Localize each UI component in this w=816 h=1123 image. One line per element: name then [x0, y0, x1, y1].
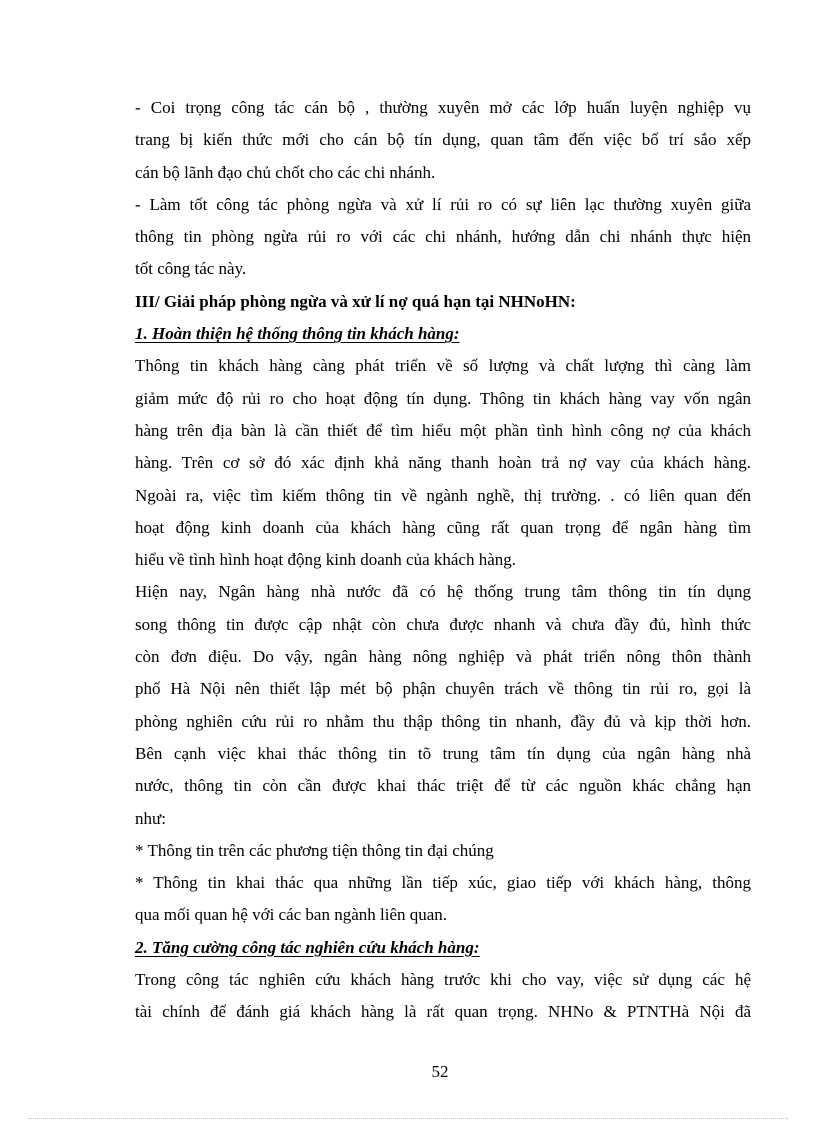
section-heading: III/ Giải pháp phòng ngừa và xử lí nợ quá hạn tại NHNoHN: [135, 291, 576, 311]
text-line: cán bộ lãnh đạo chủ chốt cho các chi nhánh. [135, 162, 436, 182]
text-line: phòng nghiên cứu rủi ro nhằm thu thập thông tin nhanh, đầy đủ và kịp thời hơn. [135, 711, 751, 731]
page-number: 52 [431, 1062, 449, 1081]
text-line: song thông tin được cập nhật còn chưa được nhanh và chưa đầy đủ, hình thức [135, 614, 751, 634]
text-line: hiểu về tình hình hoạt động kinh doanh của khách hàng. [135, 550, 516, 570]
text-line: còn đơn điệu. Do vậy, ngân hàng nông nghiệp và phát triển nông thôn thành [135, 647, 751, 667]
text-line: hoạt động kinh doanh của khách hàng cũng rất quan trọng để ngân hàng tìm [135, 517, 751, 537]
bullet-line: * Thông tin khai thác qua những lần tiếp xúc, giao tiếp với khách hàng, thông [135, 873, 751, 893]
subsection-heading: 1. Hoàn thiện hệ thống thông tin khách hàng: [135, 324, 460, 344]
text-line: hàng. Trên cơ sở đó xác định khả năng thanh hoàn trả nợ vay của khách hàng. [135, 453, 751, 473]
text-line: Trong công tác nghiên cứu khách hàng trước khi cho vay, việc sử dụng các hệ [135, 970, 751, 990]
text-line: tài chính để đánh giá khách hàng là rất quan trọng. NHNo & PTNTHà Nội đã [135, 1002, 751, 1022]
text-line: nước, thông tin còn cần được khai thác triệt để từ các nguồn khác chẳng hạn [135, 776, 751, 796]
text-line: như: [135, 808, 166, 828]
text-line: tốt công tác này. [135, 259, 247, 279]
subsection-heading: 2. Tăng cường công tác nghiên cứu khách hàng: [135, 937, 480, 957]
text-line: Hiện nay, Ngân hàng nhà nước đã có hệ thống trung tâm thông tin tín dụng [135, 582, 751, 602]
text-line: hàng trên địa bàn là cần thiết để tìm hiểu một phần tình hình công nợ của khách [135, 420, 751, 440]
text-line: Bên cạnh việc khai thác thông tin tõ trung tâm tín dụng của ngân hàng nhà [135, 743, 751, 763]
text-line: phố Hà Nội nên thiết lập mét bộ phận chuyên trách về thông tin rủi ro, gọi là [135, 679, 751, 699]
text-line: - Coi trọng công tác cán bộ , thường xuyên mở các lớp huấn luyện nghiệp vụ [135, 98, 751, 117]
document-body [135, 92, 751, 1029]
text-line: giảm mức độ rủi ro cho hoạt động tín dụng. Thông tin khách hàng vay vốn ngân [135, 388, 751, 408]
text-line: qua mối quan hệ với các ban ngành liên quan. [135, 905, 448, 925]
footer-divider [28, 1118, 788, 1119]
text-line: trang bị kiến thức mới cho cán bộ tín dụng, quan tâm đến việc bố trí sắo xếp [135, 130, 751, 150]
text-line: Thông tin khách hàng càng phát triển về số lượng và chất lượng thì càng làm [135, 356, 751, 376]
text-line: - Làm tốt công tác phòng ngừa và xử lí rủi ro có sự liên lạc thường xuyên giữa [135, 194, 751, 214]
text-line: thông tin phòng ngừa rủi ro với các chi nhánh, hướng dẫn chi nhánh thực hiện [135, 227, 751, 247]
text-line: Ngoài ra, việc tìm kiếm thông tin về ngành nghề, thị trường. . có liên quan đến [135, 485, 751, 505]
bullet-line: * Thông tin trên các phương tiện thông tin đại chúng [135, 840, 494, 860]
